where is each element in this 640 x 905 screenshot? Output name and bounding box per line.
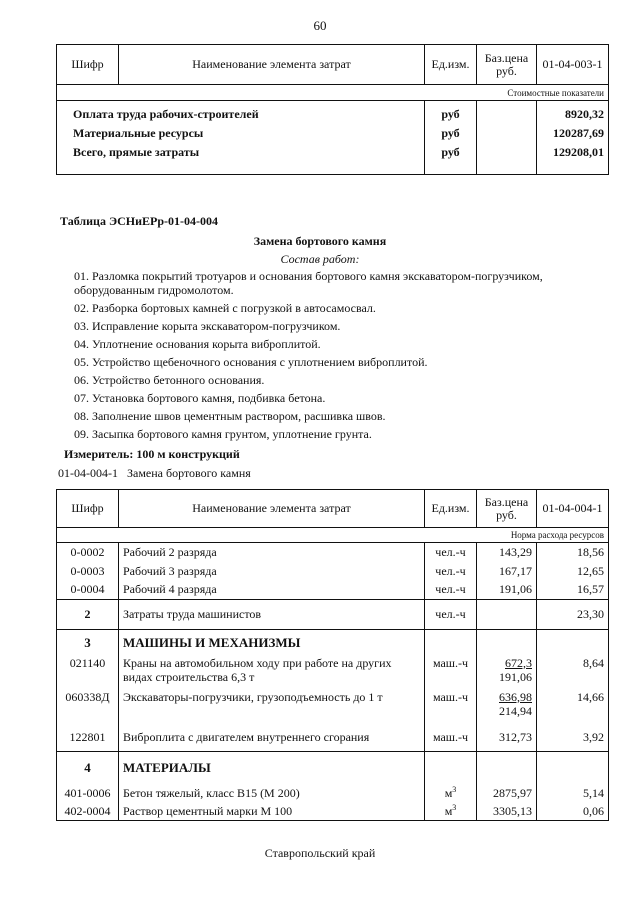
work-item: оборудованным гидромолотом. xyxy=(74,283,234,297)
works-label: Состав работ: xyxy=(280,252,360,266)
row-price: 672,3 xyxy=(505,655,532,670)
table-note: Норма расхода ресурсов xyxy=(57,528,609,543)
row-value: 129208,01 xyxy=(553,145,604,159)
row-name: Краны на автомобильном ходу при работе на других xyxy=(123,655,392,670)
section-code: 4 xyxy=(57,752,119,784)
row-value: 3,92 xyxy=(537,724,609,752)
row-name: Виброплита с двигателем внутреннего сгорания xyxy=(119,724,425,752)
row-unit: чел.-ч xyxy=(425,600,477,630)
work-item: 01. Разломка покрытий тротуаров и основания бортового камня экскаватором-погрузчиком, xyxy=(74,269,543,283)
row-name: Бетон тяжелый, класс В15 (М 200) xyxy=(119,784,425,803)
row-value: 16,57 xyxy=(537,581,609,600)
row-label: Оплата труда рабочих-строителей xyxy=(73,107,259,121)
header-unit: Ед.изм. xyxy=(425,490,477,528)
row-value: 23,30 xyxy=(537,600,609,630)
row-code: 0-0004 xyxy=(57,581,119,600)
row-value: 8,64 xyxy=(537,656,609,690)
row-name: Экскаваторы-погрузчики, грузоподъемность до 1 т xyxy=(119,690,425,724)
row-unit: м xyxy=(444,804,453,819)
row-price: 3305,13 xyxy=(477,803,537,821)
row-code: 122801 xyxy=(57,724,119,752)
section-title: Замена бортового камня xyxy=(253,234,387,248)
row-value: 120287,69 xyxy=(553,126,604,140)
row-value: 0,06 xyxy=(537,803,609,821)
row-unit: маш.-ч xyxy=(425,724,477,752)
work-item: 06. Устройство бетонного основания. xyxy=(74,373,265,387)
section-name: МАШИНЫ И МЕХАНИЗМЫ xyxy=(119,630,425,656)
table-note: Стоимостные показатели xyxy=(57,85,609,101)
header-name: Наименование элемента затрат xyxy=(119,45,425,85)
section-name: МАТЕРИАЛЫ xyxy=(119,752,425,784)
row-unit: руб xyxy=(441,107,460,121)
row-name: Рабочий 3 разряда xyxy=(119,562,425,581)
work-item: 04. Уплотнение основания корыта виброплитой. xyxy=(74,337,321,351)
header-unit: Ед.изм. xyxy=(425,45,477,85)
row-name: Рабочий 2 разряда xyxy=(119,543,425,562)
work-item: 05. Устройство щебеночного основания с уплотнением виброплитой. xyxy=(74,355,428,369)
row-unit: руб xyxy=(441,145,460,159)
row-value: 12,65 xyxy=(537,562,609,581)
row-value: 5,14 xyxy=(537,784,609,803)
row-code: 060338Д xyxy=(57,690,119,724)
work-item: 03. Исправление корыта экскаватором-погрузчиком. xyxy=(74,319,341,333)
row-price: 191,06 xyxy=(477,581,537,600)
item-name: Замена бортового камня xyxy=(127,466,251,480)
row-unit: м xyxy=(444,786,453,800)
works-list xyxy=(74,269,604,441)
item-code: 01-04-004-1 xyxy=(58,466,118,480)
cost-table xyxy=(56,44,609,175)
work-item: 09. Засыпка бортового камня грунтом, уплотнение грунта. xyxy=(74,427,372,441)
row-unit: чел.-ч xyxy=(425,543,477,562)
row-unit: руб xyxy=(441,126,460,140)
unit-superscript: 3 xyxy=(452,785,457,794)
row-value: 8920,32 xyxy=(565,107,604,121)
section-code: 3 xyxy=(57,630,119,656)
row-price-secondary: 191,06 xyxy=(499,669,532,684)
row-name-cont: видах строительства 6,3 т xyxy=(123,669,255,684)
row-price: 143,29 xyxy=(477,543,537,562)
row-price: 312,73 xyxy=(477,724,537,752)
item-line xyxy=(58,466,251,481)
row-price: 167,17 xyxy=(477,562,537,581)
row-label: Всего, прямые затраты xyxy=(73,145,200,159)
row-code: 2 xyxy=(57,600,119,630)
row-price-secondary: 214,94 xyxy=(499,703,532,718)
row-code: 0-0003 xyxy=(57,562,119,581)
header-price: Баз.цена руб. xyxy=(477,490,537,528)
page-number: 60 xyxy=(313,18,327,33)
row-code: 0-0002 xyxy=(57,543,119,562)
footer-region: Ставропольский край xyxy=(264,846,376,860)
resource-table xyxy=(56,489,609,821)
work-item: 02. Разборка бортовых камней с погрузкой в автосамосвал. xyxy=(74,301,376,315)
work-item: 07. Установка бортового камня, подбивка бетона. xyxy=(74,391,326,405)
header-code: Шифр xyxy=(57,490,119,528)
row-unit: чел.-ч xyxy=(425,562,477,581)
row-name: Затраты труда машинистов xyxy=(119,600,425,630)
row-code: 021140 xyxy=(57,656,119,690)
row-price: 2875,97 xyxy=(477,784,537,803)
header-ref: 01-04-004-1 xyxy=(537,490,609,528)
row-label: Материальные ресурсы xyxy=(73,126,204,140)
row-unit: маш.-ч xyxy=(425,656,477,690)
work-item: 08. Заполнение швов цементным раствором, расшивка швов. xyxy=(74,409,386,423)
measure: Измеритель: 100 м конструкций xyxy=(64,447,240,461)
row-unit: маш.-ч xyxy=(425,690,477,724)
header-price: Баз.цена руб. xyxy=(477,45,537,85)
header-name: Наименование элемента затрат xyxy=(119,490,425,528)
table-title: Таблица ЭСНиЕРр-01-04-004 xyxy=(60,214,219,228)
row-name: Рабочий 4 разряда xyxy=(119,581,425,600)
row-code: 402-0004 xyxy=(57,803,119,821)
row-price: 636,98 xyxy=(499,689,532,704)
unit-superscript: 3 xyxy=(452,803,457,813)
row-code: 401-0006 xyxy=(57,784,119,803)
header-code: Шифр xyxy=(57,45,119,85)
row-unit: чел.-ч xyxy=(425,581,477,600)
row-name: Раствор цементный марки М 100 xyxy=(119,803,425,821)
header-ref: 01-04-003-1 xyxy=(537,45,609,85)
row-value: 18,56 xyxy=(537,543,609,562)
row-value: 14,66 xyxy=(537,690,609,724)
